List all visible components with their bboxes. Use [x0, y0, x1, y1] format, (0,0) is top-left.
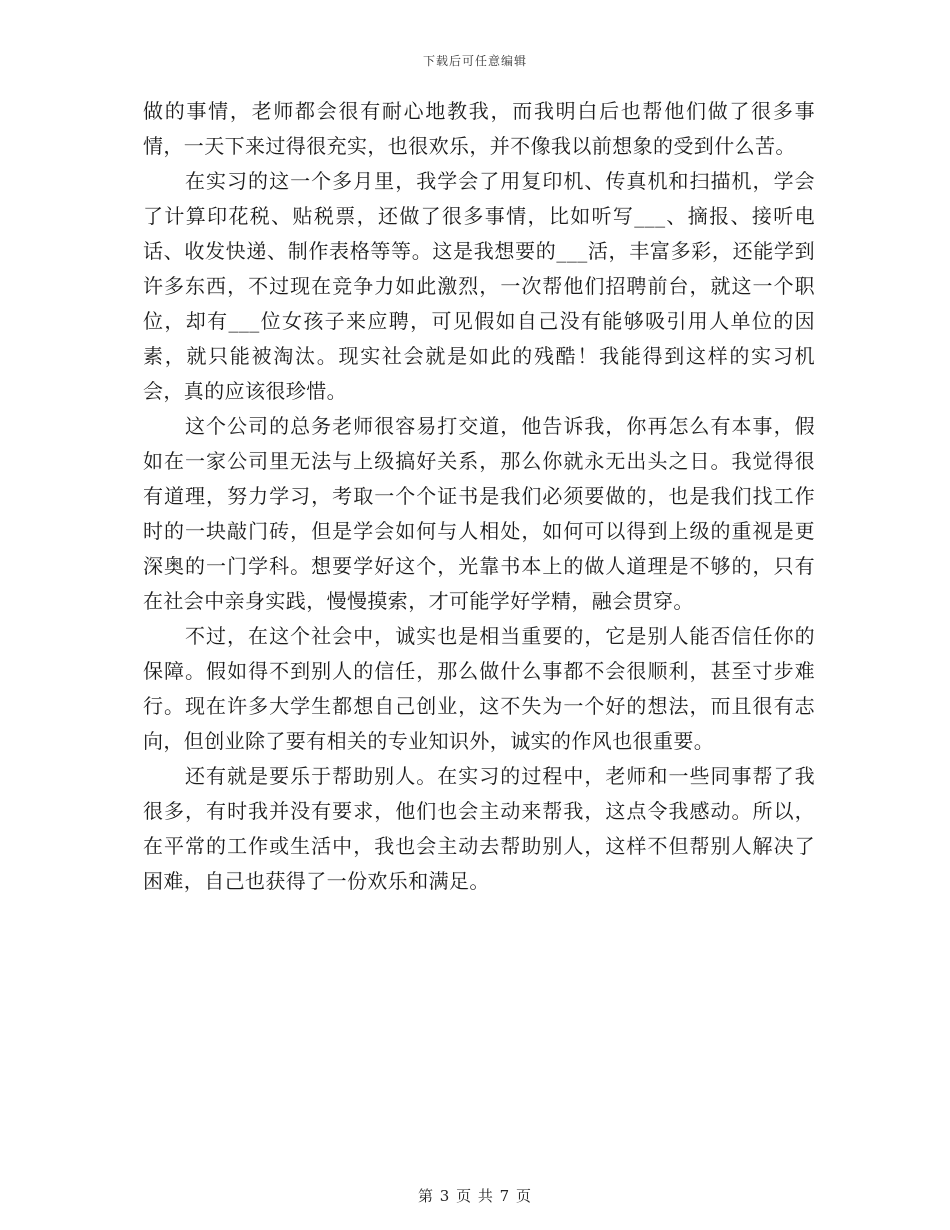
paragraph-helping-others: 还有就是要乐于帮助别人。在实习的过程中，老师和一些同事帮了我很多，有时我并没有要求，他们也会主动来帮我，这点令我感动。所以，在平常的工作或生活中，我也会主动去帮助别人，这样不但帮别人解决了困难，自己也获得了一份欢乐和满足。	[143, 764, 815, 893]
paragraph-honesty: 不过，在这个社会中，诚实也是相当重要的，它是别人能否信任你的保障。假如得不到别人的信任，那么做什么事都不会很顺利，甚至寸步难行。现在许多大学生都想自己创业，这不失为一个好的想法，而且很有志向，但创业除了要有相关的专业知识外，诚实的作风也很重要。	[143, 624, 815, 753]
paragraph-internship-skills: 在实习的这一个多月里，我学会了用复印机、传真机和扫描机，学会了计算印花税、贴税票，还做了很多事情，比如听写___、摘报、接听电话、收发快递、制作表格等等。这是我想要的___活，丰富多彩，还能学到许多东西，不过现在竞争力如此激烈，一次帮他们招聘前台，就这一个职位，却有___位女孩子来应聘，可见假如自己没有能够吸引用人单位的因素，就只能被淘汰。现实社会就是如此的残酷！我能得到这样的实习机会，真的应该很珍惜。	[143, 169, 815, 403]
page-header: 下载后可任意编辑	[422, 54, 527, 68]
paragraph-continuation: 做的事情，老师都会很有耐心地教我，而我明白后也帮他们做了很多事情，一天下来过得很充实，也很欢乐，并不像我以前想象的受到什么苦。	[143, 99, 815, 158]
page-number-footer: 第 3 页 共 7 页	[418, 1187, 532, 1205]
paragraph-workplace-relations: 这个公司的总务老师很容易打交道，他告诉我，你再怎么有本事，假如在一家公司里无法与上级搞好关系，那么你就永无出头之日。我觉得很有道理，努力学习，考取一个个证书是我们必须要做的，也是我们找工作时的一块敲门砖，但是学会如何与人相处，如何可以得到上级的重视是更深奥的一门学科。想要学好这个，光靠书本上的做人道理是不够的，只有在社会中亲身实践，慢慢摸索，才可能学好学精，融会贯穿。	[143, 414, 815, 613]
document-body	[143, 94, 815, 899]
